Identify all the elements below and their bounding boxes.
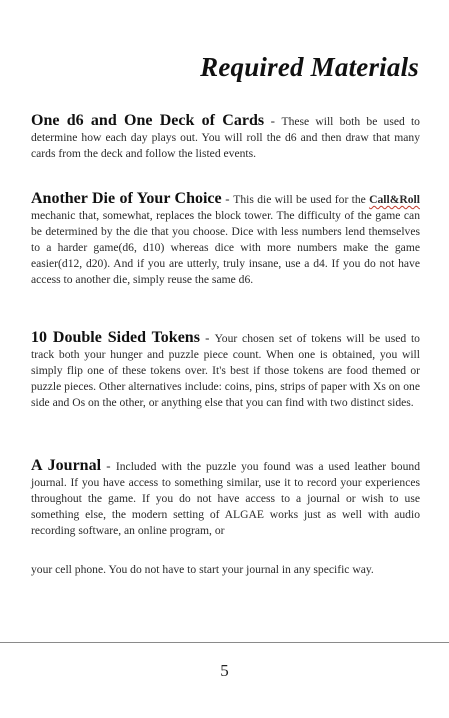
heading-separator: - [199, 330, 215, 345]
mechanic-name: Call&Roll [369, 193, 420, 206]
section-body: Your chosen set of tokens will be used to track both your hunger and puzzle piece count. When one is obtained, you will simply flip one of these tokens over. It's best if those tokens are food themed or puzzle pieces. Other alternatives include: coins, pins, strips of paper with Xs on one side and Os on the other, or anything else that you can find with two distinct sides. [31, 332, 420, 409]
section-body-start: This die will be used for the [233, 193, 370, 206]
section-body: Included with the puzzle you found was a used leather bound journal. If you have access to something similar, use it to record your experiences throughout the game. If you do not have access to a journal or wish to use something else, the modern setting of ALGAE works just as well with audio recording software, an online program, or [31, 460, 420, 537]
section-heading: A Journal [31, 457, 102, 474]
footer-divider [0, 642, 449, 643]
heading-separator: - [264, 113, 282, 128]
page-title: Required Materials [200, 52, 419, 82]
section-heading: Another Die of Your Choice [31, 190, 222, 207]
page-number: 5 [220, 661, 229, 680]
section-another-die [31, 191, 420, 288]
section-journal [31, 458, 420, 539]
section-heading: 10 Double Sided Tokens [31, 329, 200, 346]
section-body: These will both be used to determine how each day plays out. You will roll the d6 and then draw that many cards from the deck and follow the listed events. [31, 115, 420, 160]
section-body-end: mechanic that, somewhat, replaces the block tower. The difficulty of the game can be determined by the die that you choose. Dice with less numbers lend themselves to a harder game(d6, d10) whereas dice with more numbers make the game easier(d12, d20). And if you are utterly, truly insane, use a d4. If you do not have access to another die, simply reuse the same d6. [31, 209, 420, 286]
heading-separator: - [221, 191, 234, 206]
section-tokens [31, 330, 420, 411]
section-journal-continuation: your cell phone. You do not have to start your journal in any specific way. [31, 563, 374, 576]
heading-separator: - [101, 458, 116, 473]
section-d6-and-cards [31, 113, 420, 162]
section-heading: One d6 and One Deck of Cards [31, 112, 265, 129]
